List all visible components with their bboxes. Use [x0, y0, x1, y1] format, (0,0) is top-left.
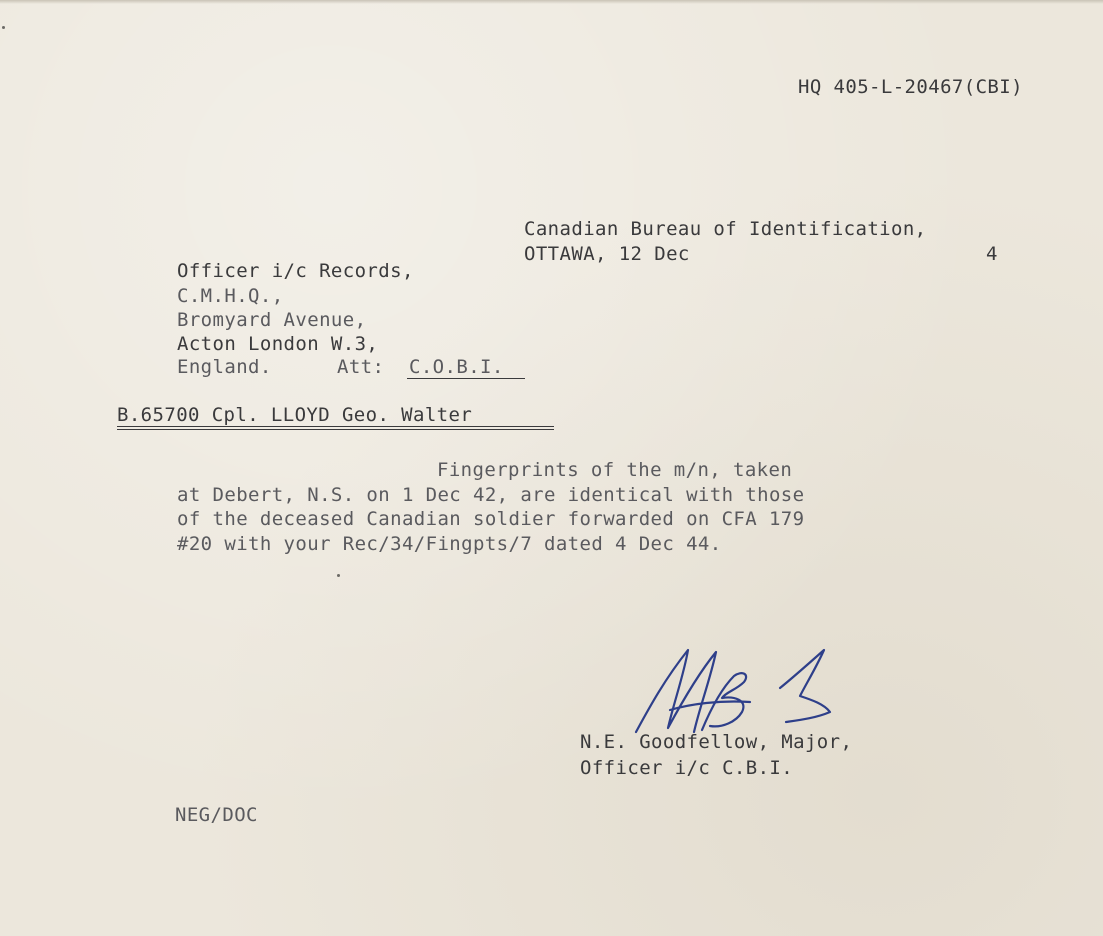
subject-underline [117, 426, 554, 427]
sender-organization: Canadian Bureau of Identification, [524, 218, 927, 240]
body-line-4: #20 with your Rec/34/Fingpts/7 dated 4 Dec 44. [177, 533, 722, 555]
recipient-line-4: Acton London W.3, [177, 333, 379, 355]
body-line-1: Fingerprints of the m/n, taken [437, 459, 793, 481]
paper-speck [2, 26, 5, 29]
recipient-line-3: Bromyard Avenue, [177, 309, 367, 331]
sender-year-fragment: 4 [986, 243, 998, 265]
attention-underline [407, 378, 525, 379]
page-edge-shadow [0, 0, 1103, 4]
body-line-2: at Debert, N.S. on 1 Dec 42, are identical with those [177, 484, 805, 506]
recipient-line-1: Officer i/c Records, [177, 260, 414, 282]
paper-speck [337, 574, 340, 577]
attention-value: C.O.B.I. [409, 356, 504, 378]
file-reference: HQ 405-L-20467(CBI) [798, 76, 1023, 98]
signatory-name: N.E. Goodfellow, Major, [580, 731, 853, 753]
attention-label: Att: [337, 356, 385, 378]
subject-line: B.65700 Cpl. LLOYD Geo. Walter [117, 404, 473, 426]
recipient-line-5: England. [177, 356, 272, 378]
subject-double-underline [117, 429, 554, 430]
typist-reference: NEG/DOC [175, 804, 258, 826]
recipient-line-2: C.M.H.Q., [177, 285, 284, 307]
signatory-title: Officer i/c C.B.I. [580, 757, 794, 779]
body-line-3: of the deceased Canadian soldier forwarded on CFA 179 [177, 508, 805, 530]
sender-location-date: OTTAWA, 12 Dec [524, 243, 690, 265]
